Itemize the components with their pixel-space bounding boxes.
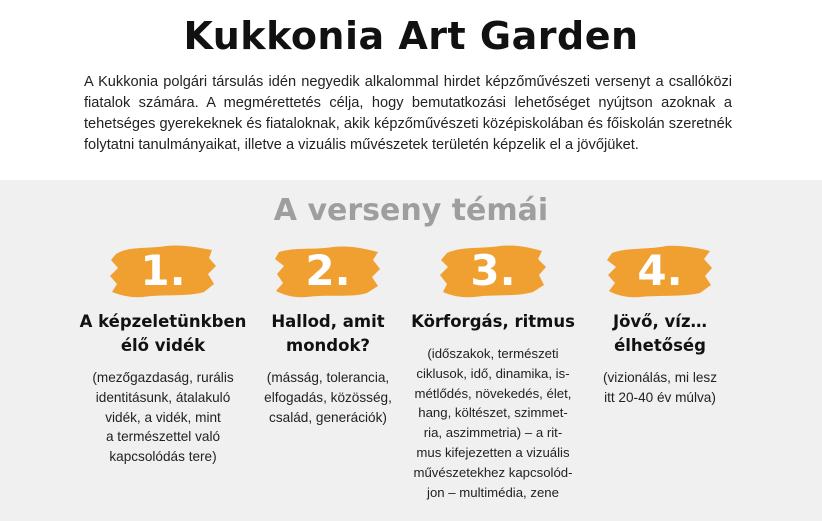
topic-number: 4. bbox=[637, 246, 683, 295]
number-badge bbox=[605, 240, 715, 302]
topic-title: Körforgás, ritmus bbox=[411, 312, 575, 331]
topic-number: 3. bbox=[470, 246, 516, 295]
topic-card-4 bbox=[575, 240, 745, 408]
topic-number: 2. bbox=[305, 246, 351, 295]
topic-card-3 bbox=[403, 240, 583, 502]
topic-description: (mezőgazdaság, rurális identitásunk, átalakuló vidék, a vidék, mint a természettel való kapcsolódás tere) bbox=[92, 370, 234, 465]
topic-description: (vizionálás, mi lesz itt 20-40 év múlva) bbox=[602, 370, 718, 405]
page-title: Kukkonia Art Garden bbox=[183, 14, 639, 58]
intro-paragraph: A Kukkonia polgári társulás idén negyedik alkalommal hirdet képzőművészeti versenyt a csallóközi fiatalok számára. A megmérettetés célja, hogy bemutatkozási lehetőséget nyújtson azoknak a tehetséges gyerekeknek és fiataloknak, akik képzőművészeti középiskolában és főiskolán szeretnék folytatni tanulmányaikat, illetve a vizuális művészetek területén képzelik el a jövőjüket. bbox=[84, 74, 732, 153]
topic-card-2 bbox=[243, 240, 413, 427]
topic-title: Jövő, víz… élhetőség bbox=[612, 312, 708, 355]
number-badge bbox=[273, 240, 383, 302]
section-title: A verseny témái bbox=[273, 193, 549, 228]
number-badge bbox=[108, 240, 218, 302]
topic-number: 1. bbox=[140, 246, 186, 295]
topic-card-1 bbox=[78, 240, 248, 467]
number-badge bbox=[438, 240, 548, 302]
topic-description: (másság, tolerancia, elfogadás, közösség, család, generációk) bbox=[264, 370, 392, 425]
topic-title: A képzeletünkben élő vidék bbox=[79, 312, 247, 355]
topic-description: (időszakok, természeti ciklusok, idő, dinamika, is- métlődés, növekedés, élet, hang, költészet, szimmet- ria, aszimmetria) – a rit- mus kifejezetten a vizuális művészetekhez kapcsolód- jon – multimédia, zene bbox=[413, 346, 573, 500]
topic-title: Hallod, amit mondok? bbox=[271, 312, 385, 355]
